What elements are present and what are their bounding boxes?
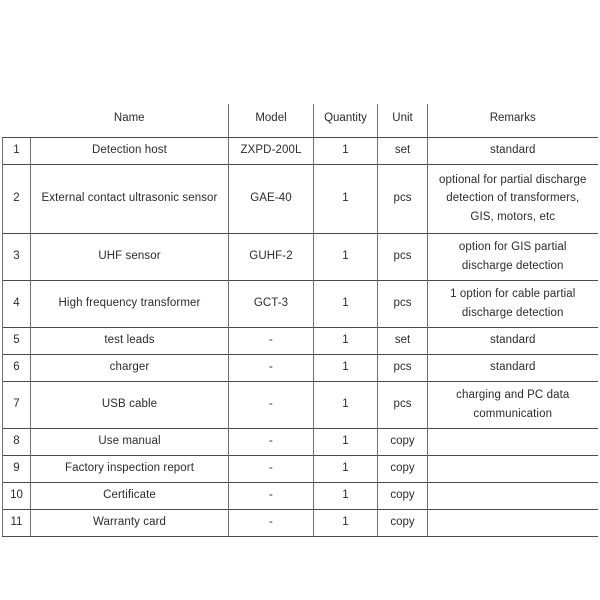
- remarks-line: 1 option for cable partial: [450, 288, 576, 300]
- table-row: [3, 456, 598, 483]
- table-row: [3, 234, 598, 281]
- cell-no: 8: [3, 429, 31, 456]
- cell-model: -: [229, 382, 314, 429]
- remarks-line: standard: [489, 144, 536, 157]
- cell-remarks: [428, 281, 598, 328]
- cell-remarks: [428, 355, 598, 382]
- cell-quantity: 1: [314, 382, 378, 429]
- cell-remarks: [428, 234, 598, 281]
- cell-remarks: [428, 429, 598, 456]
- remarks-line: standard: [489, 361, 536, 374]
- cell-quantity: 1: [314, 429, 378, 456]
- header-row: [3, 104, 598, 138]
- cell-unit: pcs: [378, 234, 428, 281]
- cell-name: test leads: [31, 328, 229, 355]
- table-row: [3, 382, 598, 429]
- remarks-line: option for GIS partial: [458, 241, 567, 253]
- cell-model: -: [229, 510, 314, 537]
- cell-unit: pcs: [378, 382, 428, 429]
- cell-name: Use manual: [31, 429, 229, 456]
- cell-remarks: [428, 510, 598, 537]
- cell-name: Factory inspection report: [31, 456, 229, 483]
- cell-no: 4: [3, 281, 31, 328]
- cell-unit: copy: [378, 429, 428, 456]
- cell-unit: pcs: [378, 165, 428, 234]
- cell-unit: pcs: [378, 281, 428, 328]
- cell-quantity: 1: [314, 355, 378, 382]
- table-row: [3, 165, 598, 234]
- column-header-no: [3, 104, 31, 138]
- cell-remarks: [428, 328, 598, 355]
- cell-no: 2: [3, 165, 31, 234]
- column-header-name: Name: [31, 104, 229, 138]
- table-row: [3, 429, 598, 456]
- cell-remarks: [428, 138, 598, 165]
- cell-no: 9: [3, 456, 31, 483]
- cell-unit: copy: [378, 456, 428, 483]
- table-row: [3, 328, 598, 355]
- cell-remarks: [428, 483, 598, 510]
- column-header-model: Model: [229, 104, 314, 138]
- cell-name: Detection host: [31, 138, 229, 165]
- cell-unit: copy: [378, 483, 428, 510]
- cell-unit: set: [378, 328, 428, 355]
- packing-list-container: [2, 104, 597, 537]
- remarks-line: discharge detection: [461, 306, 564, 319]
- table-header: [3, 104, 598, 138]
- remarks-line: discharge detection: [461, 259, 564, 272]
- remarks-line: optional for partial discharge: [439, 173, 587, 186]
- cell-no: 1: [3, 138, 31, 165]
- table-body: [3, 138, 598, 537]
- cell-model: -: [229, 429, 314, 456]
- cell-model: GCT-3: [229, 281, 314, 328]
- cell-name: UHF sensor: [31, 234, 229, 281]
- cell-name: charger: [31, 355, 229, 382]
- cell-name: Certificate: [31, 483, 229, 510]
- cell-quantity: 1: [314, 483, 378, 510]
- cell-no: 3: [3, 234, 31, 281]
- cell-model: GAE-40: [229, 165, 314, 234]
- cell-model: -: [229, 456, 314, 483]
- cell-remarks: [428, 456, 598, 483]
- cell-name: External contact ultrasonic sensor: [31, 165, 229, 234]
- cell-model: ZXPD-200L: [229, 138, 314, 165]
- column-header-quantity: Quantity: [314, 104, 378, 138]
- remarks-line: charging and PC data: [456, 389, 570, 401]
- cell-unit: pcs: [378, 355, 428, 382]
- table-row: [3, 355, 598, 382]
- cell-no: 7: [3, 382, 31, 429]
- cell-quantity: 1: [314, 281, 378, 328]
- table-row: [3, 138, 598, 165]
- cell-no: 5: [3, 328, 31, 355]
- cell-no: 10: [3, 483, 31, 510]
- cell-model: -: [229, 355, 314, 382]
- cell-model: -: [229, 328, 314, 355]
- remarks-line: detection of transformers,: [446, 192, 580, 205]
- cell-quantity: 1: [314, 165, 378, 234]
- cell-no: 11: [3, 510, 31, 537]
- cell-quantity: 1: [314, 456, 378, 483]
- column-header-remarks: Remarks: [428, 104, 598, 138]
- cell-quantity: 1: [314, 510, 378, 537]
- remarks-line: GIS, motors, etc: [470, 210, 556, 223]
- cell-unit: copy: [378, 510, 428, 537]
- cell-quantity: 1: [314, 328, 378, 355]
- cell-model: GUHF-2: [229, 234, 314, 281]
- cell-quantity: 1: [314, 234, 378, 281]
- column-header-unit: Unit: [378, 104, 428, 138]
- cell-remarks: [428, 165, 598, 234]
- cell-remarks: [428, 382, 598, 429]
- cell-name: High frequency transformer: [31, 281, 229, 328]
- cell-name: Warranty card: [31, 510, 229, 537]
- table-row: [3, 510, 598, 537]
- cell-quantity: 1: [314, 138, 378, 165]
- packing-list-table: [2, 104, 598, 537]
- cell-unit: set: [378, 138, 428, 165]
- cell-name: USB cable: [31, 382, 229, 429]
- table-row: [3, 281, 598, 328]
- cell-no: 6: [3, 355, 31, 382]
- cell-model: -: [229, 483, 314, 510]
- table-row: [3, 483, 598, 510]
- remarks-line: communication: [473, 407, 553, 420]
- remarks-line: standard: [489, 334, 536, 347]
